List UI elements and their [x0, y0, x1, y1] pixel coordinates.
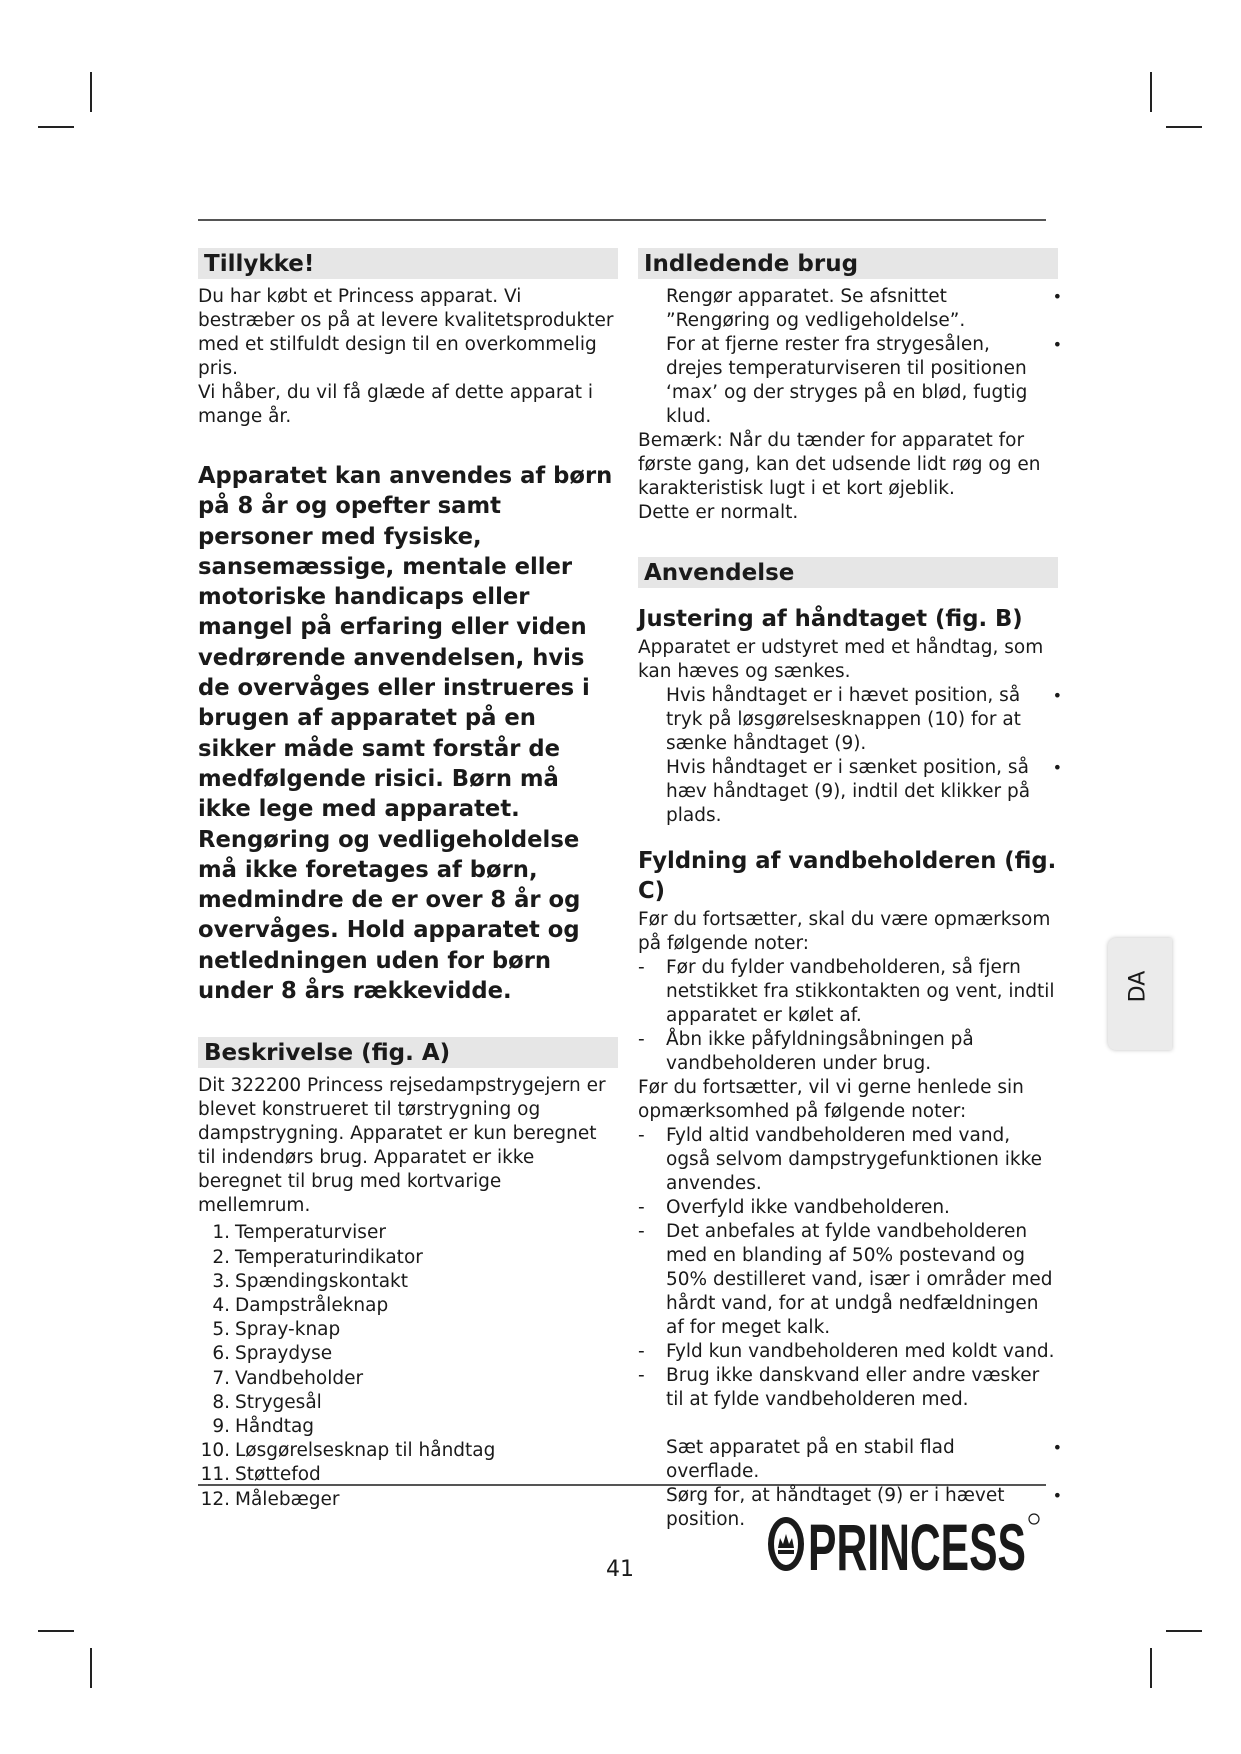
section-heading-description: Beskrivelse (fig. A): [198, 1037, 618, 1068]
list-item: 2. Temperaturindikator: [212, 1246, 423, 1268]
crop-mark: [38, 1630, 74, 1632]
crown-emblem-icon: [768, 1517, 804, 1571]
crop-mark: [38, 126, 74, 128]
registered-mark-icon: [1029, 1514, 1039, 1524]
crop-mark: [90, 1648, 92, 1688]
congrats-text-2: Vi håber, du vil få glæde af dette apparat i mange år.: [198, 382, 594, 427]
crop-mark: [1166, 126, 1202, 128]
bullet-item: Sørg for, at håndtaget (9) er i hævet position. •: [666, 1485, 1062, 1530]
bullet-item: Rengør apparatet. Se afsnittet ”Rengøring og vedligeholdelse”. •: [666, 286, 1062, 331]
description-text: Dit 322200 Princess rejsedampstrygejern er blevet konstrueret til tørstrygning og dampstrygning. Apparatet er kun beregnet til indendørs brug. Apparatet er ikke beregnet til brug med kortvarige mellemrum.: [198, 1075, 606, 1217]
brand-wordmark: PRINCESS: [808, 1510, 1026, 1584]
list-item: 1. Temperaturviser: [212, 1222, 386, 1244]
filling-intro: Før du fortsætter, skal du være opmærksom på følgende noter:: [638, 909, 1051, 954]
section-heading-congrats: Tillykke!: [198, 248, 618, 279]
crop-mark: [1166, 1630, 1202, 1632]
dash-item: - Overfyld ikke vandbeholderen.: [638, 1197, 950, 1218]
list-item: 5. Spray-knap: [212, 1319, 341, 1341]
crop-mark: [90, 72, 92, 112]
list-item: 3. Spændingskontakt: [212, 1270, 409, 1292]
list-item: 6. Spraydyse: [212, 1343, 333, 1365]
dash-item: - Fyld kun vandbeholderen med koldt vand.: [638, 1341, 1055, 1362]
list-item: 4. Dampstråleknap: [212, 1294, 389, 1316]
bullet-item: Hvis håndtaget er i hævet position, så tryk på løsgørelsesknappen (10) for at sænke håndtaget (9). •: [666, 685, 1062, 754]
subheading-handle: Justering af håndtaget (fig. B): [638, 606, 1023, 632]
princess-logo: [764, 1508, 1044, 1584]
bullet-item: For at fjerne rester fra strygesålen, drejes temperaturviseren til positionen ‘max’ og der stryges på en blød, fugtig klud. •: [666, 334, 1062, 427]
top-rule: [198, 219, 1046, 221]
dash-item: - Åbn ikke påfyldningsåbningen på vandbeholderen under brug.: [638, 1029, 974, 1074]
section-heading-usage: Anvendelse: [638, 557, 1058, 588]
language-tab: [1108, 938, 1172, 1050]
language-tab-label: DA: [1125, 970, 1151, 1003]
crop-mark: [1150, 72, 1152, 112]
intro-note: Bemærk: Når du tænder for apparatet for første gang, kan det udsende lidt røg og en karakteristisk lugt i et kort øjeblik.: [638, 430, 1041, 499]
bullet-item: Sæt apparatet på en stabil flad overflade. •: [666, 1437, 1062, 1482]
right-column: [638, 248, 1062, 1532]
parts-list: [198, 1221, 618, 1511]
intro-note-2: Dette er normalt.: [638, 502, 799, 523]
dash-item: - Det anbefales at fylde vandbeholderen med en blanding af 50% postevand og 50% destilleret vand, især i områder med hårdt vand, for at undgå nedfældningen af for meget kalk.: [638, 1221, 1053, 1338]
filling-intro-2: Før du fortsætter, vil vi gerne henlede sin opmærksomhed på følgende noter:: [638, 1077, 1024, 1122]
subheading-filling: Fyldning af vandbeholderen (fig. C): [638, 848, 1057, 904]
crop-mark: [1150, 1648, 1152, 1688]
list-item: 7. Vandbeholder: [212, 1367, 364, 1389]
list-item: 11. Støttefod: [200, 1464, 321, 1486]
list-item: 12. Målebæger: [200, 1488, 340, 1510]
congrats-text: Du har købt et Princess apparat. Vi bestræber os på at levere kvalitetsprodukter med et stilfuldt design til en overkommelig pris.: [198, 286, 614, 379]
list-item: 8. Strygesål: [212, 1391, 322, 1413]
list-item: 10. Løsgørelsesknap til håndtag: [200, 1440, 496, 1462]
handle-text: Apparatet er udstyret med et håndtag, som kan hæves og sænkes.: [638, 637, 1044, 682]
bullet-item: Hvis håndtaget er i sænket position, så hæv håndtaget (9), indtil det klikker på plads. •: [666, 757, 1062, 826]
page-number: 41: [606, 1557, 634, 1582]
dash-item: - Fyld altid vandbeholderen med vand, også selvom dampstrygefunktionen ikke anvendes.: [638, 1125, 1043, 1194]
dash-item: - Før du fylder vandbeholderen, så fjern netstikket fra stikkontakten og vent, indtil apparatet er kølet af.: [638, 957, 1055, 1026]
section-heading-intro: Indledende brug: [638, 248, 1058, 279]
dash-item: - Brug ikke danskvand eller andre væsker til at fylde vandbeholderen med.: [638, 1365, 1040, 1410]
left-column: [198, 248, 618, 1512]
safety-warning: Apparatet kan anvendes af børn på 8 år og opefter samt personer med fysiske, sansemæssige, mentale eller motoriske handicaps eller mangel på erfaring eller viden vedrørende anvendelsen, hvis de overvåges eller instrueres i brugen af apparatet på en sikker måde samt forstår de medfølgende risici. Børn må ikke lege med apparatet. Rengøring og vedligeholdelse må ikke foretages af børn, medmindre de er over 8 år og overvåges. Hold apparatet og netledningen uden for børn under 8 års rækkevidde.: [198, 463, 613, 1005]
list-item: 9. Håndtag: [212, 1415, 315, 1437]
